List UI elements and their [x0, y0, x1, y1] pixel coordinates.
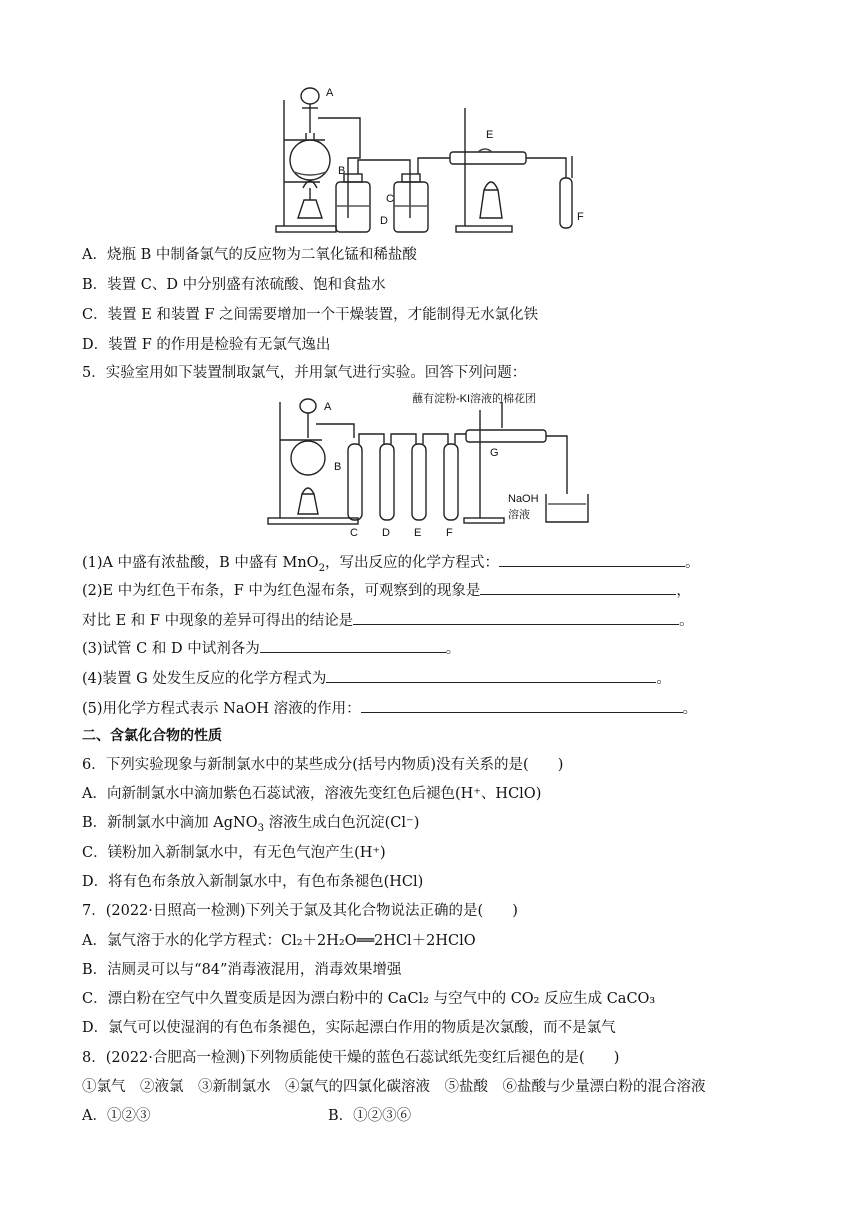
answer-blank[interactable] [361, 698, 683, 713]
answer-blank[interactable] [480, 580, 676, 595]
q8-stem: 8．(2022·合肥高一检测)下列物质能使干燥的蓝色石蕊试纸先变红后褪色的是( ) [82, 1050, 620, 1066]
answer-blank[interactable] [499, 552, 685, 567]
q5-part1: (1)A 中盛有浓盐酸，B 中盛有 MnO$_2$，写出反应的化学方程式： 。 [82, 552, 700, 579]
q5-part4: (4)装置 G 处发生反应的化学方程式为 。 [82, 668, 671, 689]
solution-label: 溶液 [508, 509, 530, 521]
label-D: D [380, 215, 388, 227]
q4-option-a: A．烧瓶 B 中制备氯气的反应物为二氧化锰和稀盐酸 [82, 247, 417, 263]
label-A: A [324, 401, 332, 413]
q7-option-c: C．漂白粉在空气中久置变质是因为漂白粉中的 CaCl₂ 与空气中的 CO₂ 反应生成 CaCO₃ [82, 991, 656, 1007]
label-E: E [486, 129, 494, 141]
tube-label-D: D [382, 527, 390, 539]
q4-option-b: B．装置 C、D 中分别盛有浓硫酸、饱和食盐水 [82, 277, 386, 293]
q6-option-b: B．新制氯水中滴加 AgNO$_3$ 溶液生成白色沉淀(Cl⁻) [82, 815, 420, 834]
tube-label-E: E [414, 527, 422, 539]
q7-option-b: B．洁厕灵可以与“84”消毒液混用，消毒效果增强 [82, 962, 402, 978]
q8-option-b: B．①②③⑥ [328, 1108, 412, 1124]
q5-part2b: 对比 E 和 F 中现象的差异可得出的结论是 。 [82, 610, 694, 631]
section-heading: 二、含氯化合物的性质 [82, 728, 222, 744]
apparatus-figure-1 [270, 78, 600, 238]
q7-option-d: D．氯气可以使湿润的有色布条褪色，实际起漂白作用的物质是次氯酸，而不是氯气 [82, 1020, 616, 1036]
label-C: C [386, 193, 394, 205]
answer-blank[interactable] [353, 610, 679, 625]
q8-option-a: A．①②③ [82, 1108, 151, 1124]
label-B: B [338, 165, 346, 177]
q7-stem: 7．(2022·日照高一检测)下列关于氯及其化合物说法正确的是( ) [82, 903, 518, 919]
q5-stem: 5．实验室用如下装置制取氯气，并用氯气进行实验。回答下列问题： [82, 365, 527, 381]
apparatus-figure-2 [262, 390, 602, 540]
label-F: F [577, 211, 584, 223]
naoh-label: NaOH [508, 493, 539, 505]
label-B: B [334, 461, 342, 473]
q5-part2: (2)E 中为红色干布条，F 中为红色湿布条，可观察到的现象是 ， [82, 580, 691, 601]
tube-label-F: F [446, 527, 453, 539]
q4-option-c: C．装置 E 和装置 F 之间需要增加一个干燥装置，才能制得无水氯化铁 [82, 307, 539, 323]
q6-option-a: A．向新制氯水中滴加紫色石蕊试液，溶液先变红色后褪色(H⁺、HClO) [82, 786, 542, 802]
answer-blank[interactable] [260, 638, 446, 653]
q5-part5: (5)用化学方程式表示 NaOH 溶液的作用： 。 [82, 698, 697, 719]
q5-part3: (3)试管 C 和 D 中试剂各为 。 [82, 638, 460, 659]
q4-option-d: D．装置 F 的作用是检验有无氯气逸出 [82, 337, 331, 353]
label-A: A [326, 87, 334, 99]
q6-stem: 6．下列实验现象与新制氯水中的某些成分(括号内物质)没有关系的是( ) [82, 757, 564, 773]
tube-label-C: C [350, 527, 358, 539]
answer-blank[interactable] [326, 668, 656, 683]
q8-items: ①氯气 ②液氯 ③新制氯水 ④氯气的四氯化碳溶液 ⑤盐酸 ⑥盐酸与少量漂白粉的混合溶液 [82, 1079, 706, 1095]
q6-option-d: D．将有色布条放入新制氯水中，有色布条褪色(HCl) [82, 874, 424, 890]
label-G: G [490, 447, 499, 459]
q7-option-a: A．氯气溶于水的化学方程式：Cl₂＋2H₂O══2HCl＋2HClO [82, 933, 476, 949]
q6-option-c: C．镁粉加入新制氯水中，有无色气泡产生(H⁺) [82, 845, 386, 861]
cotton-label: 蘸有淀粉-KI溶液的棉花团 [412, 393, 537, 405]
